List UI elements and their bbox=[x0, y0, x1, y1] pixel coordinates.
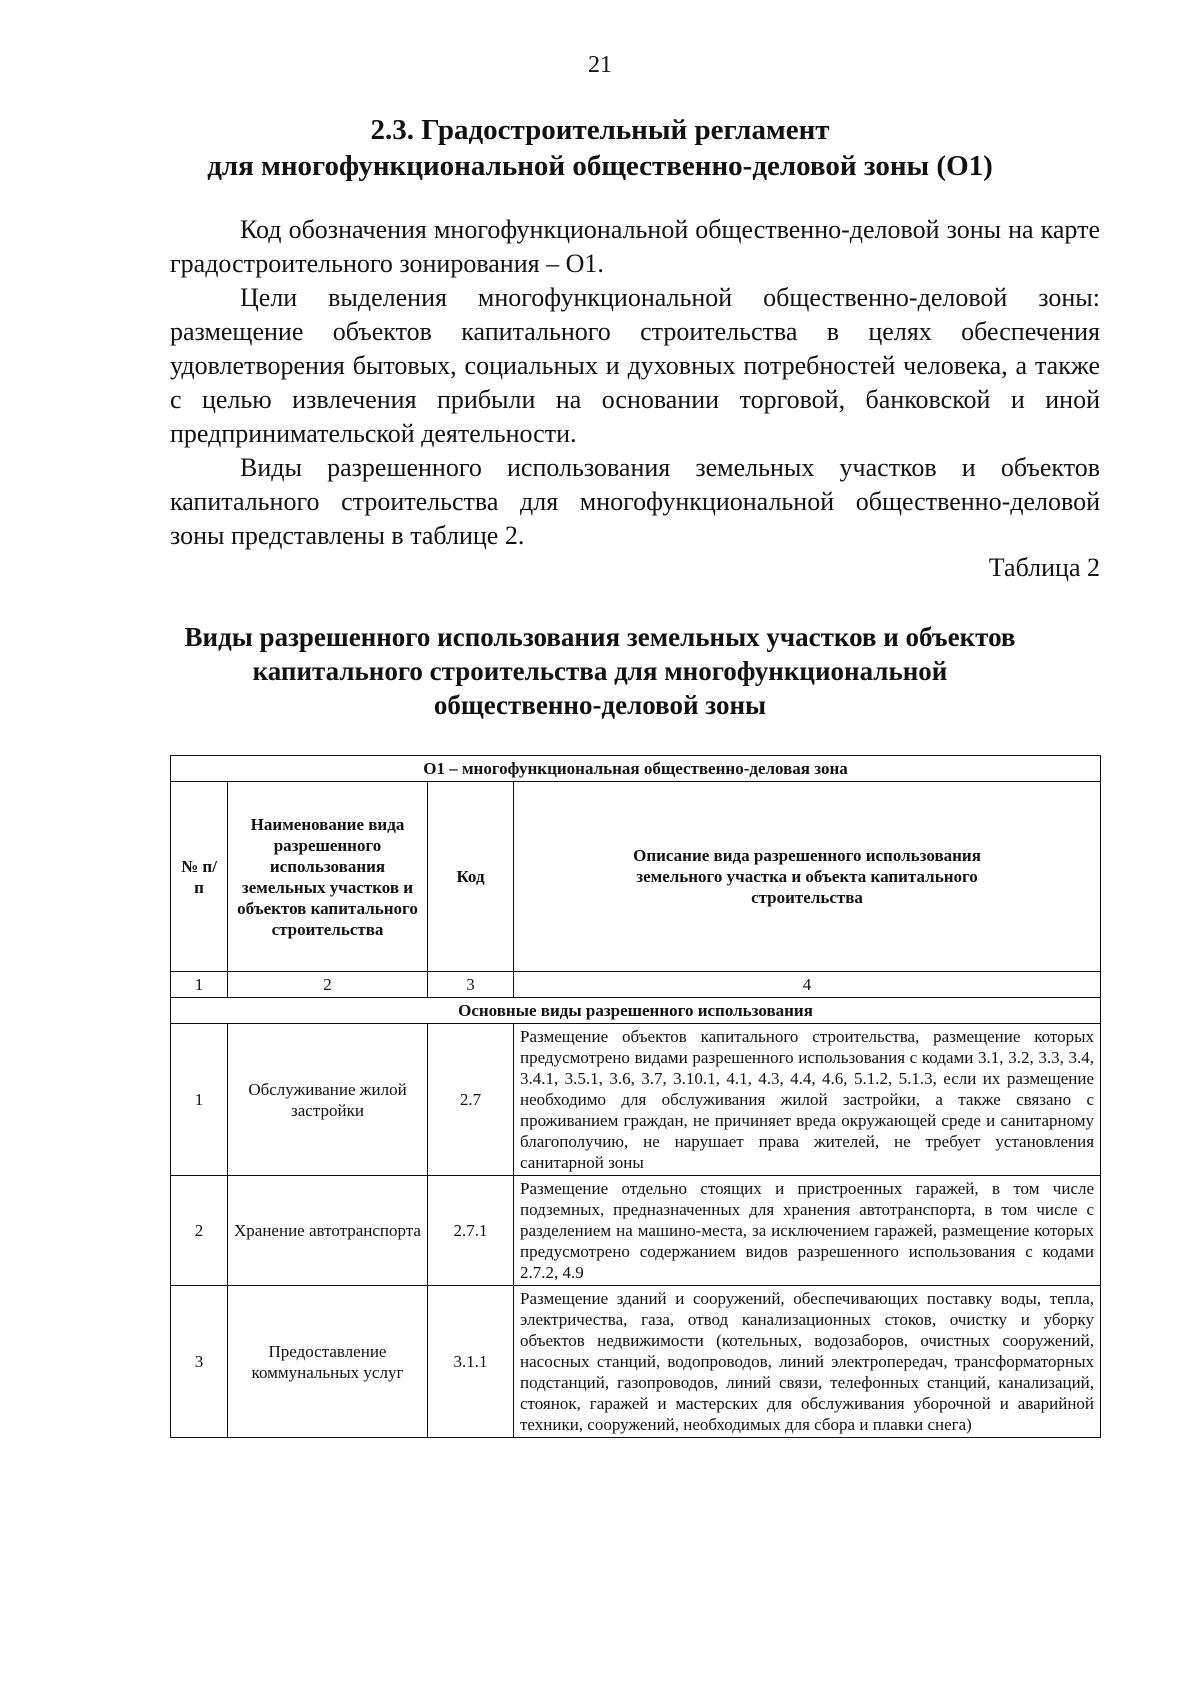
row-name: Обслуживание жилой застройки bbox=[228, 1024, 428, 1176]
body-text bbox=[170, 213, 1100, 553]
row-num: 3 bbox=[171, 1286, 228, 1438]
row-name: Предоставление коммунальных услуг bbox=[228, 1286, 428, 1438]
row-code: 2.7.1 bbox=[428, 1176, 514, 1286]
column-number-1: 1 bbox=[171, 972, 228, 998]
row-description: Размещение зданий и сооружений, обеспечивающих поставку воды, тепла, электричества, газа, отвод канализационных стоков, очистку и уборку объектов недвижимости (котельных, водозаборов, очистных сооружений, насосных станций, водопроводов, линий электропередач, трансформаторных подстанций, газопроводов, линий связи, телефонных станций, канализаций, стоянок, гаражей и мастерских для обслуживания уборочной и аварийной техники, сооружений, необходимых для сбора и плавки снега) bbox=[514, 1286, 1101, 1438]
section-title-cell: Основные виды разрешенного использования bbox=[171, 998, 1101, 1024]
row-num: 2 bbox=[171, 1176, 228, 1286]
zone-title-cell: О1 – многофункциональная общественно-деловая зона bbox=[171, 756, 1101, 782]
section-heading-line-1: 2.3. Градостроительный регламент bbox=[370, 114, 830, 146]
table-row bbox=[171, 1176, 1101, 1286]
row-num: 1 bbox=[171, 1024, 228, 1176]
column-number-3: 3 bbox=[428, 972, 514, 998]
table-title-line-1: Виды разрешенного использования земельных участков и объектов bbox=[184, 622, 1016, 652]
row-code: 2.7 bbox=[428, 1024, 514, 1176]
table-row bbox=[171, 1286, 1101, 1438]
table-caption: Таблица 2 bbox=[988, 553, 1100, 582]
section-heading bbox=[0, 112, 1200, 184]
table-title bbox=[0, 620, 1200, 722]
row-name: Хранение автотранспорта bbox=[228, 1176, 428, 1286]
row-description: Размещение объектов капитального строительства, размещение которых предусмотрено видами разрешенного использования с кодами 3.1, 3.2, 3.3, 3.4, 3.4.1, 3.5.1, 3.6, 3.7, 3.10.1, 4.1, 4.3, 4.4, 4.6, 5.1.2, 5.1.3, если их размещение необходимо для обслуживания жилой застройки, а также связано с проживанием граждан, не причиняет вреда окружающей среде и санитарному благополучию, не нарушает права жителей, не требует установления санитарной зоны bbox=[514, 1024, 1101, 1176]
row-description: Размещение отдельно стоящих и пристроенных гаражей, в том числе подземных, предназначенных для хранения автотранспорта, в том числе с разделением на машино-места, за исключением гаражей, размещение которых предусмотрено содержанием видов разрешенного использования с кодами 2.7.2, 4.9 bbox=[514, 1176, 1101, 1286]
header-num: № п/п bbox=[171, 782, 228, 972]
table-title-line-3: общественно-деловой зоны bbox=[433, 690, 767, 720]
table-row bbox=[171, 1024, 1101, 1176]
paragraph-table-reference: Виды разрешенного использования земельных участков и объектов капитального строительства для многофункциональной общественно-деловой зоны представлены в таблице 2. bbox=[170, 453, 1100, 550]
column-number-2: 2 bbox=[228, 972, 428, 998]
section-heading-line-2: для многофункциональной общественно-деловой зоны (О1) bbox=[207, 150, 993, 182]
land-use-table bbox=[170, 755, 1101, 1438]
header-code: Код bbox=[428, 782, 514, 972]
header-description: Описание вида разрешенного использования земельного участка и объекта капитального строительства bbox=[514, 782, 1101, 972]
column-number-4: 4 bbox=[514, 972, 1101, 998]
table-title-line-2: капитального строительства для многофункциональной bbox=[252, 656, 948, 686]
page-number: 21 bbox=[588, 52, 612, 78]
header-name: Наименование вида разрешенного использования земельных участков и объектов капитального строительства bbox=[228, 782, 428, 972]
paragraph-zone-code: Код обозначения многофункциональной общественно-деловой зоны на карте градостроительного зонирования – О1. bbox=[170, 215, 1100, 278]
paragraph-zone-goals: Цели выделения многофункциональной общественно-деловой зоны: размещение объектов капитального строительства в целях обеспечения удовлетворения бытовых, социальных и духовных потребностей человека, а также с целью извлечения прибыли на основании торговой, банковской и иной предпринимательской деятельности. bbox=[170, 283, 1100, 448]
row-code: 3.1.1 bbox=[428, 1286, 514, 1438]
